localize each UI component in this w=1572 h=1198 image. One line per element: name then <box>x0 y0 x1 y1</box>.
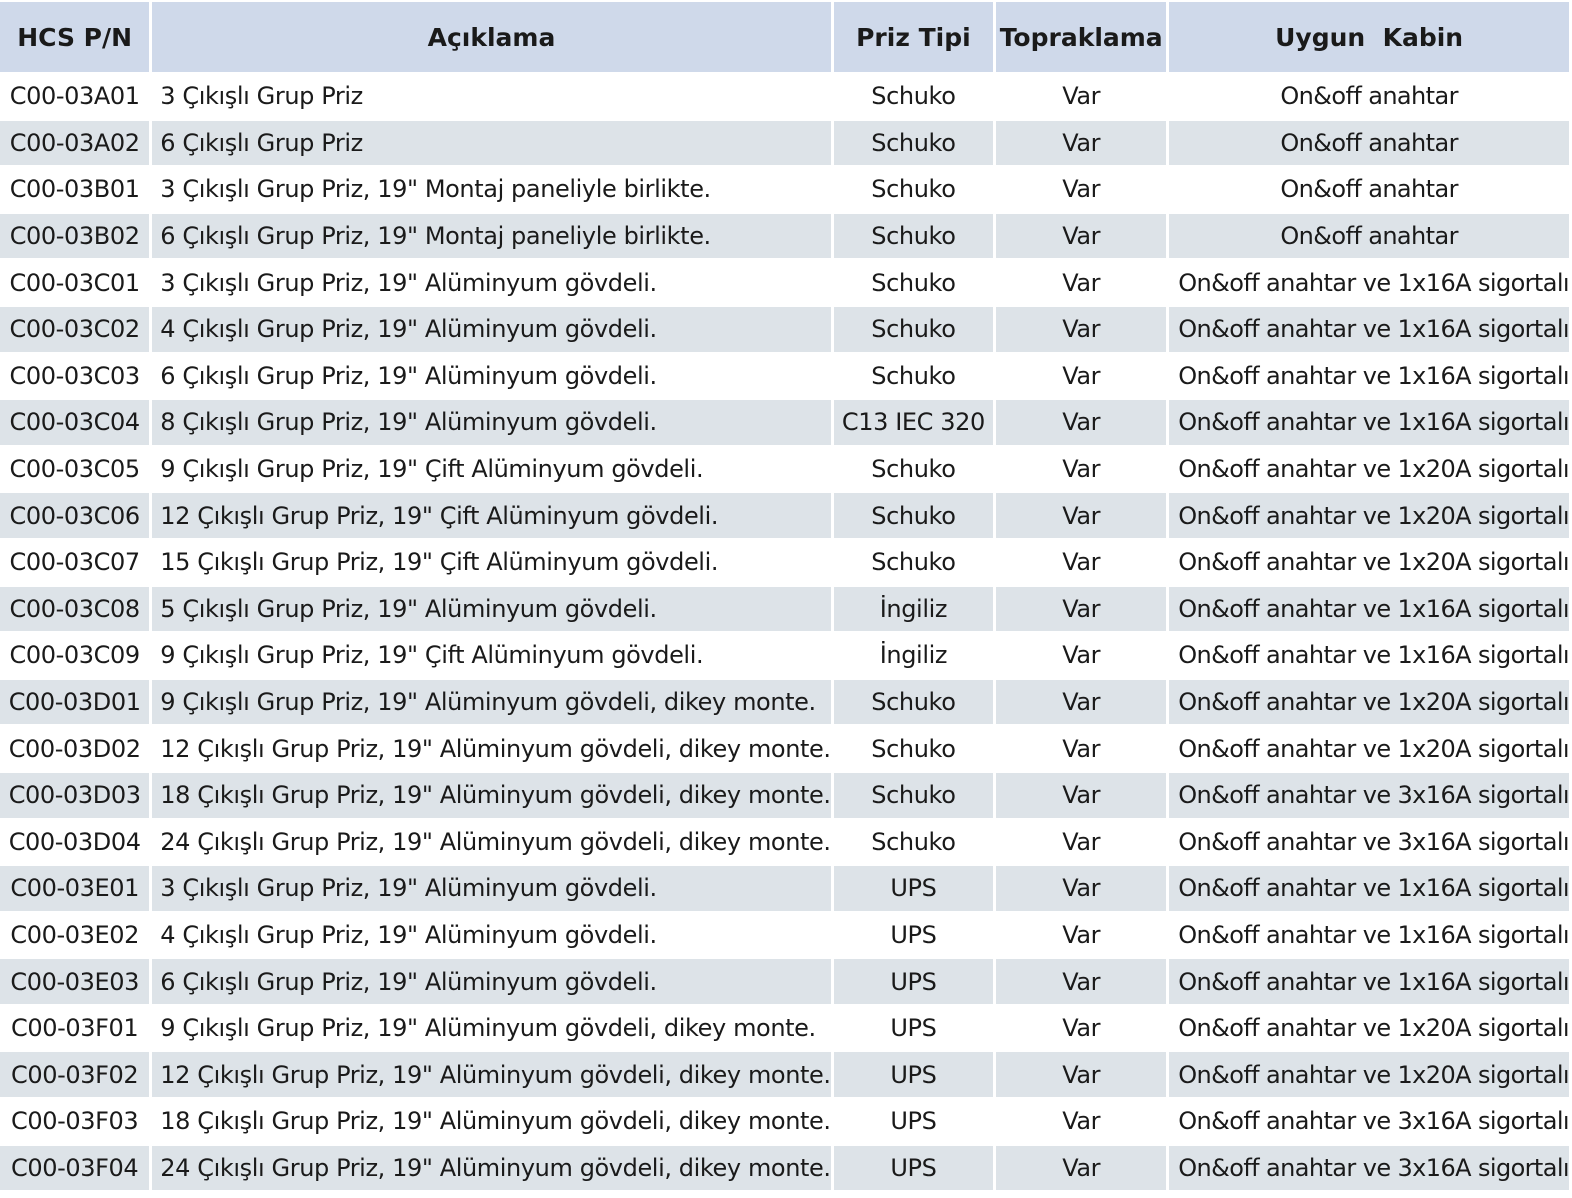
cell-grounding: Var <box>996 913 1166 958</box>
table-row <box>0 1006 1569 1051</box>
cell-grounding: Var <box>996 260 1166 305</box>
cell-cabinet: On&off anahtar ve 1x20A sigortalı <box>1169 726 1569 771</box>
cell-part-number: C00-03F01 <box>0 1006 149 1051</box>
cell-grounding: Var <box>996 307 1166 352</box>
cell-socket-type: UPS <box>834 866 994 911</box>
column-header-part-number: HCS P/N <box>0 2 149 72</box>
cell-description: 3 Çıkışlı Grup Priz <box>152 74 830 119</box>
cell-description: 18 Çıkışlı Grup Priz, 19" Alüminyum gövdeli, dikey monte. <box>152 1099 830 1144</box>
table-row <box>0 540 1569 585</box>
cell-part-number: C00-03F02 <box>0 1052 149 1097</box>
cell-description: 4 Çıkışlı Grup Priz, 19" Alüminyum gövdeli. <box>152 913 830 958</box>
cell-cabinet: On&off anahtar ve 1x16A sigortalı <box>1169 587 1569 632</box>
cell-grounding: Var <box>996 121 1166 166</box>
cell-part-number: C00-03F03 <box>0 1099 149 1144</box>
cell-grounding: Var <box>996 680 1166 725</box>
table-row <box>0 214 1569 259</box>
table-row <box>0 493 1569 538</box>
table-row <box>0 260 1569 305</box>
cell-cabinet: On&off anahtar ve 1x20A sigortalı <box>1169 540 1569 585</box>
cell-grounding: Var <box>996 820 1166 865</box>
cell-socket-type: İngiliz <box>834 633 994 678</box>
cell-cabinet: On&off anahtar ve 1x20A sigortalı <box>1169 680 1569 725</box>
table-row <box>0 913 1569 958</box>
cell-description: 9 Çıkışlı Grup Priz, 19" Çift Alüminyum gövdeli. <box>152 633 830 678</box>
cell-part-number: C00-03D01 <box>0 680 149 725</box>
table-row <box>0 1052 1569 1097</box>
cell-part-number: C00-03E03 <box>0 959 149 1004</box>
cell-cabinet: On&off anahtar ve 1x16A sigortalı <box>1169 959 1569 1004</box>
cell-socket-type: Schuko <box>834 354 994 399</box>
cell-grounding: Var <box>996 74 1166 119</box>
cell-socket-type: Schuko <box>834 214 994 259</box>
cell-grounding: Var <box>996 1006 1166 1051</box>
cell-description: 12 Çıkışlı Grup Priz, 19" Çift Alüminyum gövdeli. <box>152 493 830 538</box>
cell-cabinet: On&off anahtar ve 1x16A sigortalı <box>1169 260 1569 305</box>
table-row <box>0 74 1569 119</box>
cell-part-number: C00-03C05 <box>0 447 149 492</box>
cell-socket-type: Schuko <box>834 167 994 212</box>
cell-grounding: Var <box>996 866 1166 911</box>
cell-description: 3 Çıkışlı Grup Priz, 19" Alüminyum gövdeli. <box>152 866 830 911</box>
table-row <box>0 447 1569 492</box>
cell-socket-type: Schuko <box>834 493 994 538</box>
cell-part-number: C00-03C07 <box>0 540 149 585</box>
column-header-socket-type: Priz Tipi <box>834 2 994 72</box>
cell-cabinet: On&off anahtar ve 1x16A sigortalı <box>1169 866 1569 911</box>
cell-description: 3 Çıkışlı Grup Priz, 19" Montaj paneliyle birlikte. <box>152 167 830 212</box>
cell-part-number: C00-03C02 <box>0 307 149 352</box>
cell-part-number: C00-03E02 <box>0 913 149 958</box>
cell-part-number: C00-03D02 <box>0 726 149 771</box>
cell-cabinet: On&off anahtar ve 3x16A sigortalı <box>1169 820 1569 865</box>
cell-socket-type: Schuko <box>834 74 994 119</box>
cell-description: 12 Çıkışlı Grup Priz, 19" Alüminyum gövdeli, dikey monte. <box>152 1052 830 1097</box>
cell-socket-type: Schuko <box>834 121 994 166</box>
cell-cabinet: On&off anahtar ve 1x16A sigortalı <box>1169 913 1569 958</box>
cell-cabinet: On&off anahtar ve 3x16A sigortalı <box>1169 773 1569 818</box>
header-row <box>0 2 1569 72</box>
cell-description: 6 Çıkışlı Grup Priz <box>152 121 830 166</box>
cell-description: 12 Çıkışlı Grup Priz, 19" Alüminyum gövdeli, dikey monte. <box>152 726 830 771</box>
column-header-description: Açıklama <box>152 2 830 72</box>
cell-cabinet: On&off anahtar ve 1x20A sigortalı <box>1169 493 1569 538</box>
cell-grounding: Var <box>996 214 1166 259</box>
cell-part-number: C00-03C09 <box>0 633 149 678</box>
table-row <box>0 121 1569 166</box>
cell-part-number: C00-03A02 <box>0 121 149 166</box>
table-body <box>0 74 1569 1190</box>
cell-grounding: Var <box>996 726 1166 771</box>
cell-socket-type: UPS <box>834 1099 994 1144</box>
table-row <box>0 307 1569 352</box>
cell-cabinet: On&off anahtar ve 3x16A sigortalı <box>1169 1146 1569 1191</box>
table-row <box>0 866 1569 911</box>
table-row <box>0 959 1569 1004</box>
cell-part-number: C00-03B02 <box>0 214 149 259</box>
cell-cabinet: On&off anahtar <box>1169 214 1569 259</box>
cell-grounding: Var <box>996 959 1166 1004</box>
cell-description: 9 Çıkışlı Grup Priz, 19" Alüminyum gövdeli, dikey monte. <box>152 680 830 725</box>
cell-part-number: C00-03A01 <box>0 74 149 119</box>
table-row <box>0 820 1569 865</box>
table-row <box>0 1099 1569 1144</box>
cell-socket-type: Schuko <box>834 260 994 305</box>
cell-socket-type: UPS <box>834 913 994 958</box>
cell-grounding: Var <box>996 400 1166 445</box>
cell-socket-type: C13 IEC 320 <box>834 400 994 445</box>
cell-socket-type: İngiliz <box>834 587 994 632</box>
cell-description: 6 Çıkışlı Grup Priz, 19" Alüminyum gövdeli. <box>152 959 830 1004</box>
cell-part-number: C00-03C06 <box>0 493 149 538</box>
cell-description: 3 Çıkışlı Grup Priz, 19" Alüminyum gövdeli. <box>152 260 830 305</box>
cell-description: 8 Çıkışlı Grup Priz, 19" Alüminyum gövdeli. <box>152 400 830 445</box>
cell-cabinet: On&off anahtar ve 3x16A sigortalı <box>1169 1099 1569 1144</box>
cell-description: 6 Çıkışlı Grup Priz, 19" Montaj paneliyle birlikte. <box>152 214 830 259</box>
table-row <box>0 726 1569 771</box>
cell-socket-type: UPS <box>834 1146 994 1191</box>
cell-cabinet: On&off anahtar ve 1x16A sigortalı <box>1169 633 1569 678</box>
table-row <box>0 587 1569 632</box>
cell-description: 9 Çıkışlı Grup Priz, 19" Alüminyum gövdeli, dikey monte. <box>152 1006 830 1051</box>
cell-grounding: Var <box>996 493 1166 538</box>
cell-cabinet: On&off anahtar ve 1x20A sigortalı <box>1169 1006 1569 1051</box>
cell-socket-type: UPS <box>834 959 994 1004</box>
cell-description: 24 Çıkışlı Grup Priz, 19" Alüminyum gövdeli, dikey monte. <box>152 1146 830 1191</box>
cell-description: 6 Çıkışlı Grup Priz, 19" Alüminyum gövdeli. <box>152 354 830 399</box>
cell-socket-type: Schuko <box>834 680 994 725</box>
cell-socket-type: Schuko <box>834 447 994 492</box>
cell-cabinet: On&off anahtar <box>1169 121 1569 166</box>
table-row <box>0 773 1569 818</box>
cell-socket-type: Schuko <box>834 773 994 818</box>
cell-socket-type: Schuko <box>834 726 994 771</box>
cell-description: 5 Çıkışlı Grup Priz, 19" Alüminyum gövdeli. <box>152 587 830 632</box>
table-row <box>0 354 1569 399</box>
cell-description: 15 Çıkışlı Grup Priz, 19" Çift Alüminyum gövdeli. <box>152 540 830 585</box>
cell-grounding: Var <box>996 1052 1166 1097</box>
cell-part-number: C00-03E01 <box>0 866 149 911</box>
cell-cabinet: On&off anahtar ve 1x16A sigortalı <box>1169 307 1569 352</box>
table-row <box>0 400 1569 445</box>
cell-socket-type: Schuko <box>834 540 994 585</box>
cell-description: 4 Çıkışlı Grup Priz, 19" Alüminyum gövdeli. <box>152 307 830 352</box>
cell-grounding: Var <box>996 1099 1166 1144</box>
table-row <box>0 633 1569 678</box>
cell-grounding: Var <box>996 167 1166 212</box>
cell-cabinet: On&off anahtar ve 1x16A sigortalı <box>1169 354 1569 399</box>
cell-part-number: C00-03D03 <box>0 773 149 818</box>
cell-cabinet: On&off anahtar <box>1169 167 1569 212</box>
cell-socket-type: Schuko <box>834 307 994 352</box>
cell-part-number: C00-03C01 <box>0 260 149 305</box>
cell-part-number: C00-03B01 <box>0 167 149 212</box>
cell-part-number: C00-03C08 <box>0 587 149 632</box>
column-header-grounding: Topraklama <box>996 2 1166 72</box>
cell-description: 24 Çıkışlı Grup Priz, 19" Alüminyum gövdeli, dikey monte. <box>152 820 830 865</box>
column-header-cabinet: Uygun Kabin <box>1169 2 1569 72</box>
cell-socket-type: UPS <box>834 1006 994 1051</box>
cell-cabinet: On&off anahtar ve 1x16A sigortalı <box>1169 400 1569 445</box>
cell-grounding: Var <box>996 1146 1166 1191</box>
table-row <box>0 167 1569 212</box>
cell-cabinet: On&off anahtar ve 1x20A sigortalı <box>1169 1052 1569 1097</box>
cell-grounding: Var <box>996 540 1166 585</box>
cell-description: 18 Çıkışlı Grup Priz, 19" Alüminyum gövdeli, dikey monte. <box>152 773 830 818</box>
cell-grounding: Var <box>996 773 1166 818</box>
cell-description: 9 Çıkışlı Grup Priz, 19" Çift Alüminyum gövdeli. <box>152 447 830 492</box>
table-row <box>0 1146 1569 1191</box>
cell-part-number: C00-03D04 <box>0 820 149 865</box>
cell-grounding: Var <box>996 354 1166 399</box>
cell-part-number: C00-03F04 <box>0 1146 149 1191</box>
table-row <box>0 680 1569 725</box>
cell-socket-type: UPS <box>834 1052 994 1097</box>
cell-cabinet: On&off anahtar <box>1169 74 1569 119</box>
cell-grounding: Var <box>996 587 1166 632</box>
cell-grounding: Var <box>996 633 1166 678</box>
cell-part-number: C00-03C03 <box>0 354 149 399</box>
cell-grounding: Var <box>996 447 1166 492</box>
cell-cabinet: On&off anahtar ve 1x20A sigortalı <box>1169 447 1569 492</box>
cell-socket-type: Schuko <box>834 820 994 865</box>
cell-part-number: C00-03C04 <box>0 400 149 445</box>
